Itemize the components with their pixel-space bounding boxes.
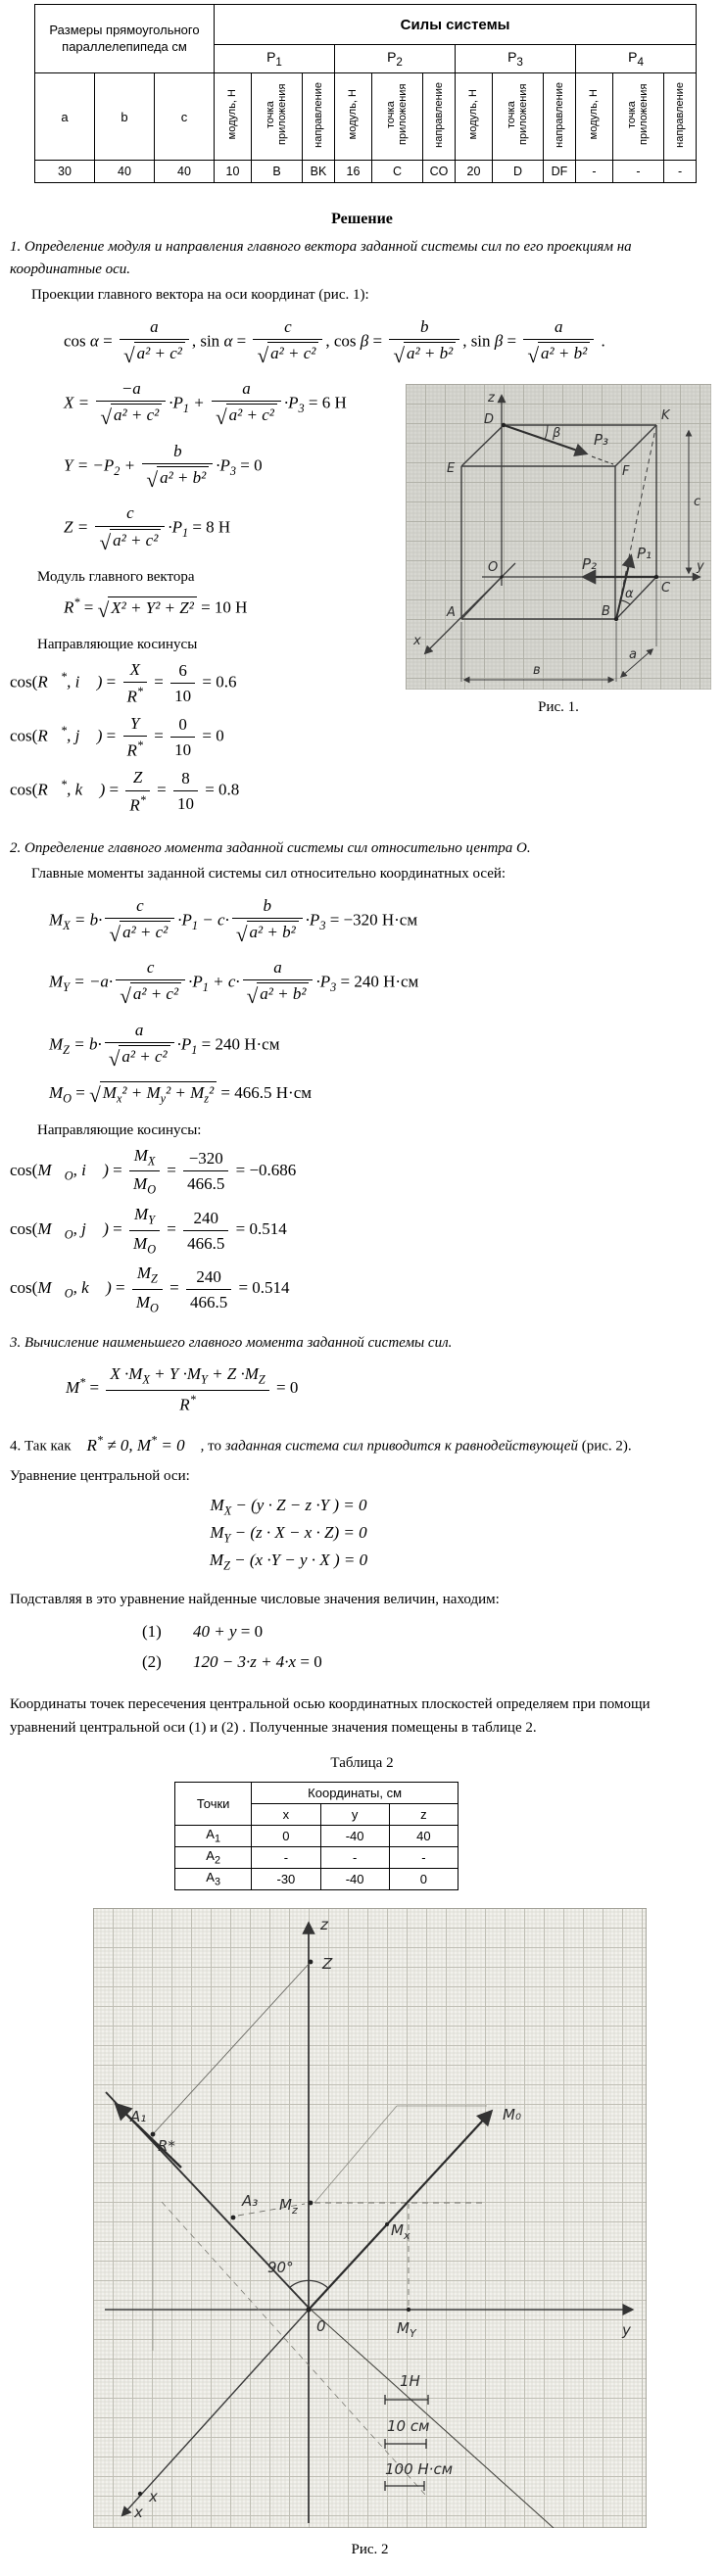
subcol-point: точка приложения — [613, 73, 664, 161]
fig1-label-beta: β — [553, 426, 561, 442]
fig2-label-90deg: 90° — [267, 2258, 294, 2276]
fig2-legend-force: 1Н — [400, 2371, 420, 2390]
section-2-heading: 2. Определение главного момента заданной системы сил относительно центра О. — [10, 839, 531, 856]
equation-2-expr: 120 − 3·z + 4·x = 0 — [193, 1652, 322, 1672]
cell: - — [252, 1846, 320, 1868]
axis-label: Уравнение центральной оси: — [10, 1467, 190, 1484]
fig2-label-x-axis: x — [134, 2503, 143, 2521]
values-row — [35, 161, 697, 183]
fig2-label-z-axis: z — [320, 1915, 328, 1933]
value-cell: 30 — [35, 161, 95, 183]
fig1-label-p3: P₃ — [594, 431, 609, 450]
value-cell: 40 — [155, 161, 215, 183]
formula-cosRi: cos(R⃗*, i⃗ ) = $\frac{X}{R^*}$ = $\frac{6}{10}$ = 0.6 — [10, 660, 237, 706]
fig1-label-dim-c: c — [694, 495, 701, 510]
point-a1: $А_1$ — [175, 1825, 252, 1846]
force-group-p3: $P_3$ — [456, 45, 576, 73]
fig1-label-f: F — [622, 464, 630, 480]
subcol-dir: направление — [544, 73, 576, 161]
fig1-label-x-axis: x — [413, 634, 421, 649]
section-4-heading — [10, 1433, 714, 1455]
formula-cosRj: cos(R⃗*, j⃗ ) = $\frac{Y}{R^*}$ = $\frac{0}{10}$ = 0 — [10, 714, 224, 761]
value-cell: 40 — [95, 161, 155, 183]
forces-table — [34, 4, 697, 183]
section-1-intro: Проекции главного вектора на оси координат (рис. 1): — [31, 287, 369, 303]
subcol-dir: направление — [664, 73, 697, 161]
subcol-point: точка приложения — [372, 73, 423, 161]
formula-Z: Z = $\frac{c}{\text{√ a² + c²}}$ $\cdot P_1 = 8$ Н — [64, 503, 231, 554]
value-cell: - — [576, 161, 613, 183]
formula-cosMk: $\cos(M⃗_O$, k⃗ ) = $\frac{M_Z}{M_O}$ = $\frac{240}{466.5}$ = 0.514 — [10, 1264, 290, 1315]
cosines-label-2: Направляющие косинусы: — [37, 1121, 202, 1138]
s4-suffix: (рис. 2). — [577, 1438, 632, 1455]
point-a3: $А_3$ — [175, 1868, 252, 1889]
fig1-label-alpha: α — [625, 587, 634, 602]
cell: -40 — [320, 1825, 389, 1846]
fig2-legend-moment: 100 Н·см — [385, 2459, 454, 2478]
fig2-label-z-point: Z — [322, 1954, 333, 1973]
force-group-p4: $P_4$ — [576, 45, 697, 73]
subcol-point: точка приложения — [493, 73, 544, 161]
equation-1-expr: 40 + y = 0 — [193, 1621, 264, 1641]
coord-col-x: x — [252, 1803, 320, 1825]
formula-MY: $M_Y = -a\cdot$ $\frac{c}{\text{√ a² + c²}}$ $\cdot P_1 + c\cdot$ $\frac{a}{\text{√ a² + b²}}$ $\cdot P_3 = 240$ Н·см — [49, 958, 419, 1009]
equation-2 — [142, 1651, 714, 1672]
figure-1 — [406, 384, 711, 716]
value-cell: BK — [303, 161, 335, 183]
subcol-modul: модуль, Н — [335, 73, 372, 161]
fig1-label-dim-b: в — [533, 663, 541, 679]
equation-1 — [142, 1621, 714, 1642]
table-row — [175, 1868, 459, 1889]
fig1-label-c-point: C — [661, 581, 671, 596]
formula-ax2: $M_Y - (z \cdot X - x \cdot Z) = 0$ — [210, 1522, 367, 1546]
coord-col-z: z — [389, 1803, 458, 1825]
fig2-label-a1: A₁ — [130, 2107, 147, 2125]
subcol-dir: направление — [303, 73, 335, 161]
substitution-label: Подставляя в это уравнение найденные числовые значения величин, находим: — [10, 1592, 500, 1608]
s4-italic: заданная система сил приводится к равнодействующей — [224, 1438, 578, 1455]
force-group-p1: $P_1$ — [215, 45, 335, 73]
figure-2-sketch — [93, 1908, 647, 2528]
table-2-caption: Таблица 2 — [330, 1754, 394, 1771]
fig1-label-dim-a: a — [629, 647, 637, 663]
table-row — [175, 1825, 459, 1846]
fig1-label-a-point: A — [447, 605, 456, 621]
equation-1-number: (1) — [142, 1621, 162, 1641]
value-cell: 16 — [335, 161, 372, 183]
fig2-label-mx: $M_x$ — [391, 2220, 410, 2242]
fig1-label-p1: P₁ — [637, 545, 652, 563]
cell: - — [389, 1846, 458, 1868]
cell: -30 — [252, 1868, 320, 1889]
formula-cosRk: cos(R⃗*, k⃗ ) = $\frac{Z}{R^*}$ = $\frac{8}{10}$ = 0.8 — [10, 768, 240, 815]
subcol-point: точка приложения — [252, 73, 303, 161]
formula-ax3: $M_Z - (x \cdot Y - y \cdot X$ ) = 0 — [209, 1550, 368, 1572]
figure-1-sketch — [406, 384, 711, 690]
col-c: c — [155, 73, 215, 161]
coord-col-y: y — [320, 1803, 389, 1825]
formula-Y: $Y = -P_2$ + $\frac{b}{\text{√ a² + b²}}$ $\cdot P_3 = 0$ — [64, 441, 263, 492]
table-row — [175, 1846, 459, 1868]
fig1-label-b-point: B — [602, 604, 610, 620]
cell: 0 — [389, 1868, 458, 1889]
fig1-label-z-axis: z — [488, 391, 495, 406]
formula-ax1: $M_X - (y \cdot Z - z \cdot Y$ ) = 0 — [210, 1496, 367, 1518]
formula-MO: $M_O$ = √ $M_x^2 + M_y^2 + M_z^2 = 466.5$ Н·см — [49, 1083, 313, 1108]
figure-2 — [93, 1908, 647, 2528]
cell: -40 — [320, 1868, 389, 1889]
cell: 0 — [252, 1825, 320, 1846]
col-a: a — [35, 73, 95, 161]
force-group-p2: $P_2$ — [335, 45, 456, 73]
fig2-label-a3: A₃ — [242, 2191, 259, 2210]
value-cell: D — [493, 161, 544, 183]
fig1-label-p2: P₂ — [582, 555, 598, 574]
fig2-label-mz: $M_z$ — [279, 2195, 298, 2217]
central-axis-equations — [10, 1495, 714, 1573]
fig2-label-my: $M_Y$ — [397, 2318, 416, 2340]
section-3-heading: 3. Вычисление наименьшего главного момента заданной системы сил. — [10, 1334, 453, 1351]
fig2-legend-length: 10 см — [387, 2416, 430, 2435]
value-cell: DF — [544, 161, 576, 183]
formula-MX: $M_X = b\cdot$ $\frac{c}{\text{√ a² + c²}}$ $\cdot P_1 - c\cdot$ $\frac{b}{\text{√ a² + b²}}$ $\cdot P_3 = -320$ Н·см — [49, 895, 418, 946]
fig2-label-origin: 0 — [316, 2316, 326, 2335]
fig1-label-d: D — [484, 412, 495, 428]
fig2-label-m0: M₀ — [503, 2105, 521, 2123]
value-cell: - — [664, 161, 697, 183]
cell: - — [320, 1846, 389, 1868]
fig2-label-y-axis: y — [622, 2320, 631, 2339]
subcol-modul: модуль, Н — [215, 73, 252, 161]
value-cell: 20 — [456, 161, 493, 183]
coords-header-cell: Координаты, см — [252, 1782, 459, 1803]
cell: 40 — [389, 1825, 458, 1846]
figure-2-caption: Рис. 2 — [351, 2541, 389, 2557]
formula-cosMj: $\cos(M⃗_O$, j⃗ ) = $\frac{M_Y}{M_O}$ = $\frac{240}{466.5}$ = 0.514 — [10, 1205, 287, 1257]
subcol-modul: модуль, Н — [456, 73, 493, 161]
solution-title: Решение — [331, 211, 393, 227]
forces-header-cell: Силы системы — [215, 5, 697, 45]
s4-prefix: 4. Так как — [10, 1438, 72, 1455]
fig1-label-k: K — [661, 408, 670, 424]
formula-trig: cos α = $\frac{a}{\text{√ a² + c²}}$ , sin α = $\frac{c}{\text{√ a² + c²}}$ , cos β = $\frac{b}{\text{√ a² + b²}}$ , sin β = $\frac{a}{\text{√ a² + b²}}$ . — [64, 316, 605, 367]
section-1-heading: 1. Определение модуля и направления главного вектора заданной системы сил по его проекциям на координатные оси. — [10, 239, 632, 277]
formula-X: X = $\frac{-a}{\text{√ a² + c²}}$ $\cdot P_1$ + $\frac{a}{\text{√ a² + c²}}$ $\cdot P_3 = 6$ Н — [64, 379, 347, 430]
value-cell: CO — [423, 161, 456, 183]
fig1-label-o: O — [488, 560, 499, 576]
equation-2-number: (2) — [142, 1652, 162, 1672]
points-header-cell: Точки — [175, 1782, 252, 1825]
size-header-cell: Размеры прямоугольного параллелепипеда см — [35, 5, 215, 73]
section-2-intro: Главные моменты заданной системы сил относительно координатных осей: — [31, 866, 507, 882]
formula-MZ: $M_Z = b\cdot$ $\frac{a}{\text{√ a² + c²}}$ $\cdot P_1 = 240$ Н·см — [49, 1020, 280, 1071]
formula-cosMi: $\cos(M⃗_O$, i⃗ ) = $\frac{M_X}{M_O}$ = $\frac{-320}{466.5}$ = −0.686 — [10, 1145, 297, 1197]
subcol-dir: направление — [423, 73, 456, 161]
coordinates-table — [174, 1782, 459, 1890]
value-cell: C — [372, 161, 423, 183]
formula-condition: R* ≠ 0, M* = 0 — [86, 1432, 185, 1455]
figure-1-caption: Рис. 1. — [538, 699, 579, 716]
fig2-label-r-star: R* — [158, 2136, 175, 2155]
coordinates-paragraph: Координаты точек пересечения центральной осью координатных плоскостей определяем при помощи уравнений центральной оси (1) и (2) . Полученные значения помещены в таблице 2. — [10, 1696, 651, 1736]
point-a2: $А_2$ — [175, 1846, 252, 1868]
modulus-label: Модуль главного вектора — [37, 569, 195, 585]
col-b: b — [95, 73, 155, 161]
subheader-row — [35, 73, 697, 161]
fig1-label-e: E — [447, 461, 456, 477]
s4-mid: , то — [200, 1438, 225, 1455]
value-cell: - — [613, 161, 664, 183]
fig2-label-x-point: x — [149, 2487, 158, 2505]
subcol-modul: модуль, Н — [576, 73, 613, 161]
cosines-label-1: Направляющие косинусы — [37, 637, 198, 653]
fig1-label-y-axis: y — [697, 559, 704, 575]
value-cell: B — [252, 161, 303, 183]
value-cell: 10 — [215, 161, 252, 183]
formula-R: R* = √ X² + Y² + Z² = 10 Н — [64, 596, 248, 622]
formula-Mstar: M* = $\frac{X \cdot M_X + Y \cdot M_Y + Z \cdot M_Z}{R^*}$ = 0 — [66, 1364, 299, 1414]
